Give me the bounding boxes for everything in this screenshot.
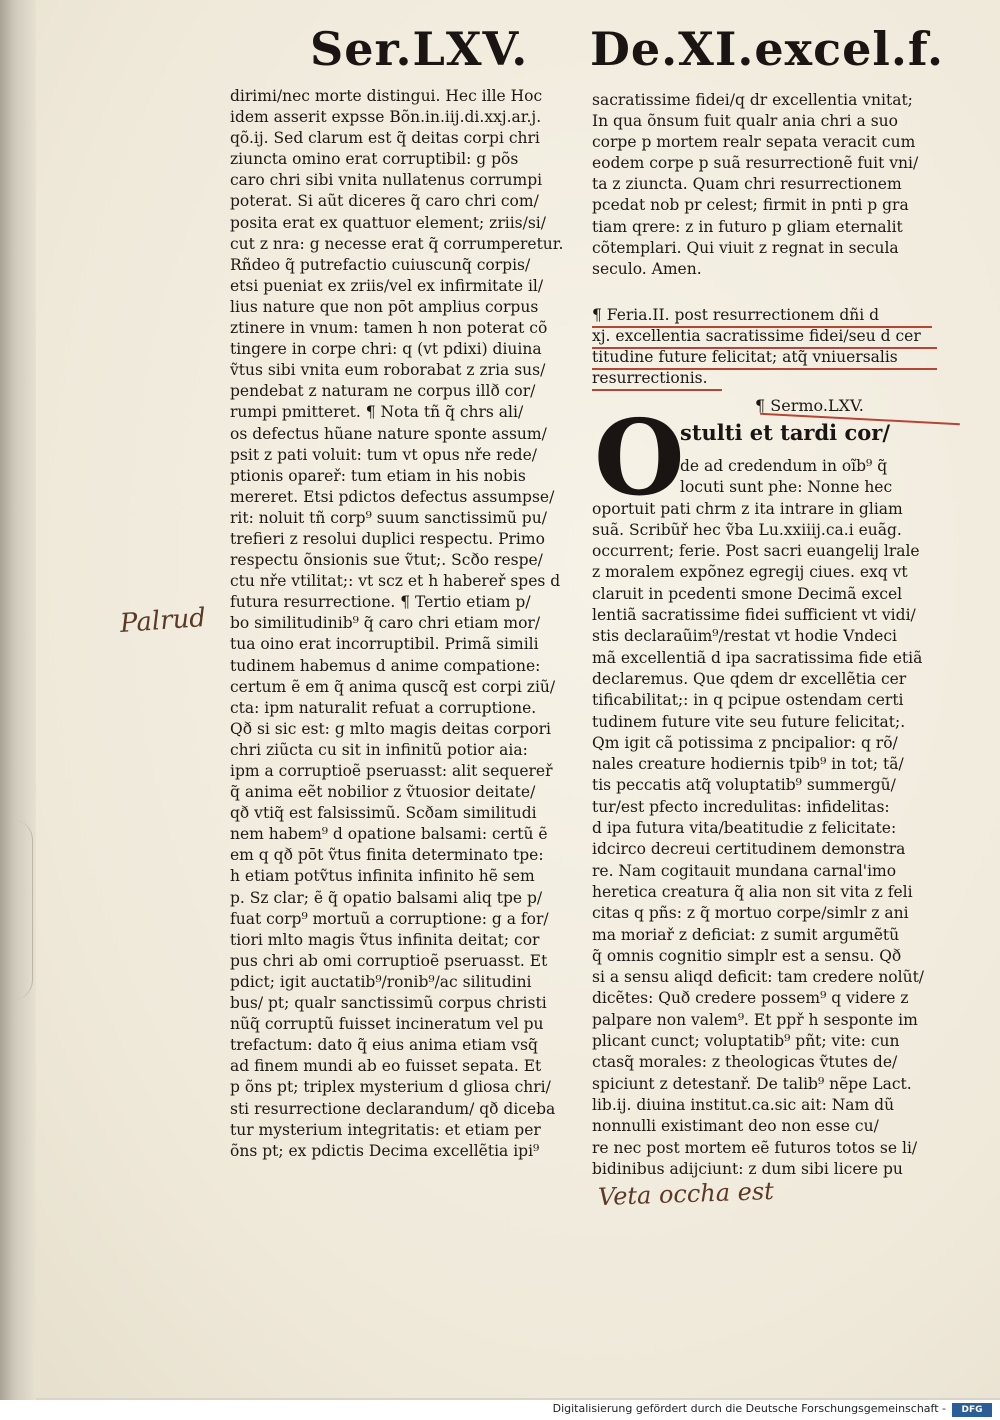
- rubric-underline: [592, 347, 937, 349]
- text-line: respectu õnsionis sue ṽtut;. Scðo respe/: [230, 551, 543, 570]
- text-line: õns pt; ex pdictis Decima excellẽtia ipi⁹: [230, 1141, 540, 1160]
- text-line: pendebat z naturam ne corpus illð cor/: [230, 382, 536, 401]
- running-head-right: De.XI.excel.f.: [590, 22, 945, 76]
- text-line: Rñdeo q̃ putrefactio cuiuscunq̃ corpis/: [230, 255, 531, 274]
- marginal-note-bottom: Veta occha est: [597, 1176, 775, 1212]
- text-line: mereret. Etsi pdictos defectus assumpse/: [230, 487, 555, 506]
- text-line: em q qð pōt ṽtus finita determinato tpe:: [230, 846, 544, 865]
- text-line: nem habem⁹ d opatione balsami: certũ ẽ: [230, 825, 548, 844]
- text-line: posita erat ex quattuor element; zriis/si/: [230, 213, 546, 232]
- text-line: xj. excellentia sacratissime fidei/seu d cer: [592, 327, 921, 345]
- text-line: dicẽtes: Quð credere possem⁹ q videre z: [592, 989, 909, 1008]
- text-line: q̃ omnis cognitio simplr est a sensu. Qð: [592, 946, 902, 965]
- text-line: os defectus hũane nature sponte assum/: [230, 424, 547, 443]
- text-line: tingere in corpe chri: q (vt pdixi) diuina: [230, 340, 542, 359]
- dfg-logo: DFG: [952, 1403, 992, 1417]
- text-line: plicant cunct; voluptatib⁹ pñt; vite: cun: [592, 1032, 900, 1051]
- text-line: dirimi/nec morte distingui. Hec ille Hoc: [230, 87, 543, 105]
- text-line: tis peccatis atq̃ voluptatib⁹ summergũ/: [592, 776, 896, 795]
- text-line: corpe p mortem realr sepata veracit cum: [592, 133, 916, 152]
- text-line: pcedat nob pr celest; firmit in pnti p gra: [592, 196, 909, 215]
- rubric-underline: [592, 368, 937, 370]
- text-line: h etiam potṽtus infinita infinito hẽ sem: [230, 867, 535, 886]
- text-line: caro chri sibi vnita nullatenus corrumpi: [230, 171, 543, 190]
- text-line: tificabilitat;: in q pcipue ostendam certi: [592, 691, 904, 710]
- text-line: cta: ipm naturalit refuat a corruptione.: [230, 698, 537, 717]
- text-line: seculo. Amen.: [592, 259, 702, 278]
- text-line: tiam qrere: z in futuro p gliam eternalit: [592, 217, 903, 236]
- text-line: rumpi pmitteret. ¶ Nota tñ q̃ chrs ali/: [230, 403, 524, 422]
- rubric-underline: [592, 326, 932, 328]
- initial-opening-text: stulti et tardi cor/: [680, 420, 890, 445]
- text-line: stis declaraũim⁹/restat vt hodie Vndeci: [592, 627, 897, 646]
- text-line: bidinibus adijciunt: z dum sibi licere pu: [592, 1159, 903, 1178]
- text-line: qð vtiq̃ est falsissimũ. Scðam similitudi: [230, 804, 537, 823]
- text-line: ztinere in vnum: tamen h non poterat cõ: [230, 319, 548, 338]
- text-line: bo similitudinib⁹ q̃ caro chri etiam mor/: [230, 614, 541, 633]
- right-text-column-top: [592, 90, 937, 280]
- text-line: p. Sz clar; ẽ q̃ opatio balsami aliq tpe p/: [230, 888, 543, 907]
- text-line: idcirco decreui certitudinem demonstra: [592, 840, 906, 859]
- text-line: mã excellentiã d ipa sacratissima fide etiã: [592, 648, 923, 667]
- text-line: cõtemplari. Qui viuit z regnat in secula: [592, 238, 899, 257]
- text-line: p õns pt; triplex mysterium d gliosa chri/: [230, 1078, 551, 1097]
- rubric-underline: [592, 389, 722, 391]
- text-line: ctasq̃ morales: z theologicas ṽtutes de/: [592, 1053, 898, 1072]
- text-line: certum ẽ em q̃ anima quscq̃ est corpi ziũ/: [230, 677, 556, 696]
- text-line: sti resurrectione declarandum/ qð diceba: [230, 1099, 556, 1118]
- text-line: futura resurrectione. ¶ Tertio etiam p/: [230, 593, 531, 612]
- text-line: d ipa futura vita/beatitudie z felicitate:: [592, 819, 897, 838]
- text-line: ¶ Feria.II. post resurrectionem dñi d: [592, 306, 880, 324]
- text-line: ctu nře vtilitat;: vt scz et h habereř spes d: [230, 572, 561, 591]
- spine-shadow: [0, 0, 36, 1400]
- text-line: ta z ziuncta. Quam chri resurrectionem: [592, 175, 902, 194]
- text-line: ptionis opareř: tum etiam in his nobis: [230, 466, 526, 485]
- text-line: poterat. Si aũt diceres q̃ caro chri com/: [230, 192, 539, 211]
- text-line: lentiã sacratissime fidei sufficient vt vidi/: [592, 606, 916, 625]
- text-line: ziuncta omino erat corruptibil: g põs: [230, 150, 519, 169]
- text-line: occurrent; ferie. Post sacri euangelij lrale: [592, 542, 920, 561]
- text-line: si a sensu aliqd deficit: tam credere nolũt/: [592, 968, 925, 987]
- text-line: ma moriař z deficiat: z sumit argumẽtũ: [592, 925, 900, 944]
- text-line: trefieri z resolui duplici respectu. Primo: [230, 529, 545, 548]
- text-line: chri ziũcta cu sit in infinitũ potior aia:: [230, 740, 528, 759]
- text-line: In qua õnsum fuit qualr ania chri a suo: [592, 112, 898, 131]
- text-line: tua oino erat incorruptibil. Primã simili: [230, 635, 539, 654]
- text-line: nũq̃ corruptũ fuisset incineratum vel pu: [230, 1015, 544, 1034]
- text-line: ipm a corruptioẽ pseruasst: alit sequereř: [230, 762, 553, 780]
- text-line: re. Nam cogitauit mundana carnal'imo: [592, 861, 897, 880]
- text-line: pdict; igit auctatib⁹/ronib⁹/ac silitudini: [230, 972, 532, 991]
- text-line: titudine future felicitat; atq̃ vniuersalis: [592, 348, 898, 366]
- left-text-column: [230, 86, 585, 1162]
- page-edge-crease: [8, 820, 33, 1000]
- text-line: oportuit pati chrm z ita intrare in gliam: [592, 499, 903, 518]
- text-line: lius nature que non pōt amplius corpus: [230, 297, 539, 316]
- text-line: tudinem future vite seu future felicitat;.: [592, 712, 906, 731]
- decorated-initial: O: [594, 396, 685, 519]
- running-head-left: Ser.LXV.: [310, 22, 529, 76]
- footer-credit: Digitalisierung gefördert durch die Deutsche Forschungsgemeinschaft -: [552, 1402, 946, 1415]
- text-line: citas q pñs: z q̃ mortuo corpe/simlr z ani: [592, 904, 909, 923]
- text-line: suã. Scribũř hec ṽba Lu.xxiiij.ca.i euãg.: [592, 520, 902, 539]
- text-line: ṽtus sibi vnita eum roborabat z zria sus/: [230, 361, 546, 380]
- text-line: eodem corpe p suã resurrectionẽ fuit vni/: [592, 154, 919, 173]
- text-line: psit z pati voluit: tum vt opus nře rede/: [230, 445, 537, 464]
- text-line: qõ.ij. Sed clarum est q̃ deitas corpi chri: [230, 129, 540, 148]
- text-line: q̃ anima eẽt nobilior z ṽtuosior deitate/: [230, 783, 536, 802]
- text-line: re nec post mortem eẽ futuros totos se li/: [592, 1138, 918, 1157]
- text-line: nales creature hodiernis tpib⁹ in tot; tã/: [592, 755, 904, 774]
- text-line: ad finem mundi ab eo fuisset sepata. Et: [230, 1057, 542, 1076]
- text-line: pus chri ab omi corruptioẽ pseruasst. Et: [230, 951, 548, 970]
- running-head: [310, 22, 945, 92]
- sermo-body-text: [592, 456, 937, 1180]
- text-line: lib.ij. diuina institut.ca.sic ait: Nam dũ: [592, 1095, 895, 1114]
- text-line: spiciunt z detestanř. De talib⁹ nẽpe Lact.: [592, 1074, 912, 1093]
- text-line: Qð si sic est: g mlto magis deitas corpori: [230, 719, 551, 738]
- text-line: cut z nra: g necesse erat q̃ corrumperetur.: [230, 234, 564, 253]
- text-line: tudinem habemus d anime compatione:: [230, 656, 541, 675]
- text-line: claruit in pcedenti smone Decimã excel: [592, 584, 903, 603]
- text-line: bus/ pt; qualr sanctissimũ corpus christi: [230, 994, 547, 1013]
- text-line: de ad credendum in oĩb⁹ q̃: [680, 457, 888, 475]
- text-line: z moralem expõnez egregij ciues. exq vt: [592, 563, 908, 582]
- text-line: idem asserit expsse Bõn.in.iij.di.xxj.ar.j.: [230, 108, 542, 127]
- text-line: etsi pueniat ex zriis/vel ex infirmitate il/: [230, 276, 544, 295]
- text-line: resurrectionis.: [592, 369, 708, 387]
- text-line: nonnulli existimant deo non esse cu/: [592, 1117, 879, 1136]
- text-line: trefactum: dato q̃ eius anima etiam vsq̃: [230, 1036, 538, 1055]
- text-line: palpare non valem⁹. Et ppř h sesponte im: [592, 1010, 918, 1029]
- text-line: heretica creatura q̃ alia non sit vita z feli: [592, 882, 913, 901]
- text-line: Qm igit cã potissima z pncipalior: q rõ/: [592, 733, 898, 752]
- marginal-note-left: Palrud: [119, 603, 207, 639]
- sermo-label: ¶ Sermo.LXV.: [755, 396, 864, 415]
- text-line: tur/est pfecto incredulitas: infidelitas:: [592, 797, 890, 816]
- text-line: declaremus. Que qdem dr excellẽtia cer: [592, 669, 907, 688]
- text-line: locuti sunt phe: Nonne hec: [680, 478, 893, 497]
- text-line: rit: noluit tñ corp⁹ suum sanctissimũ pu/: [230, 508, 547, 527]
- text-line: tiori mlto magis ṽtus infinita deitat; cor: [230, 930, 540, 949]
- text-line: fuat corp⁹ mortuũ a corruptione: g a for/: [230, 909, 549, 928]
- footer-bar: [0, 1400, 1000, 1420]
- text-line: sacratissime fidei/q dr excellentia vnitat;: [592, 91, 913, 109]
- text-line: tur mysterium integritatis: et etiam per: [230, 1120, 541, 1139]
